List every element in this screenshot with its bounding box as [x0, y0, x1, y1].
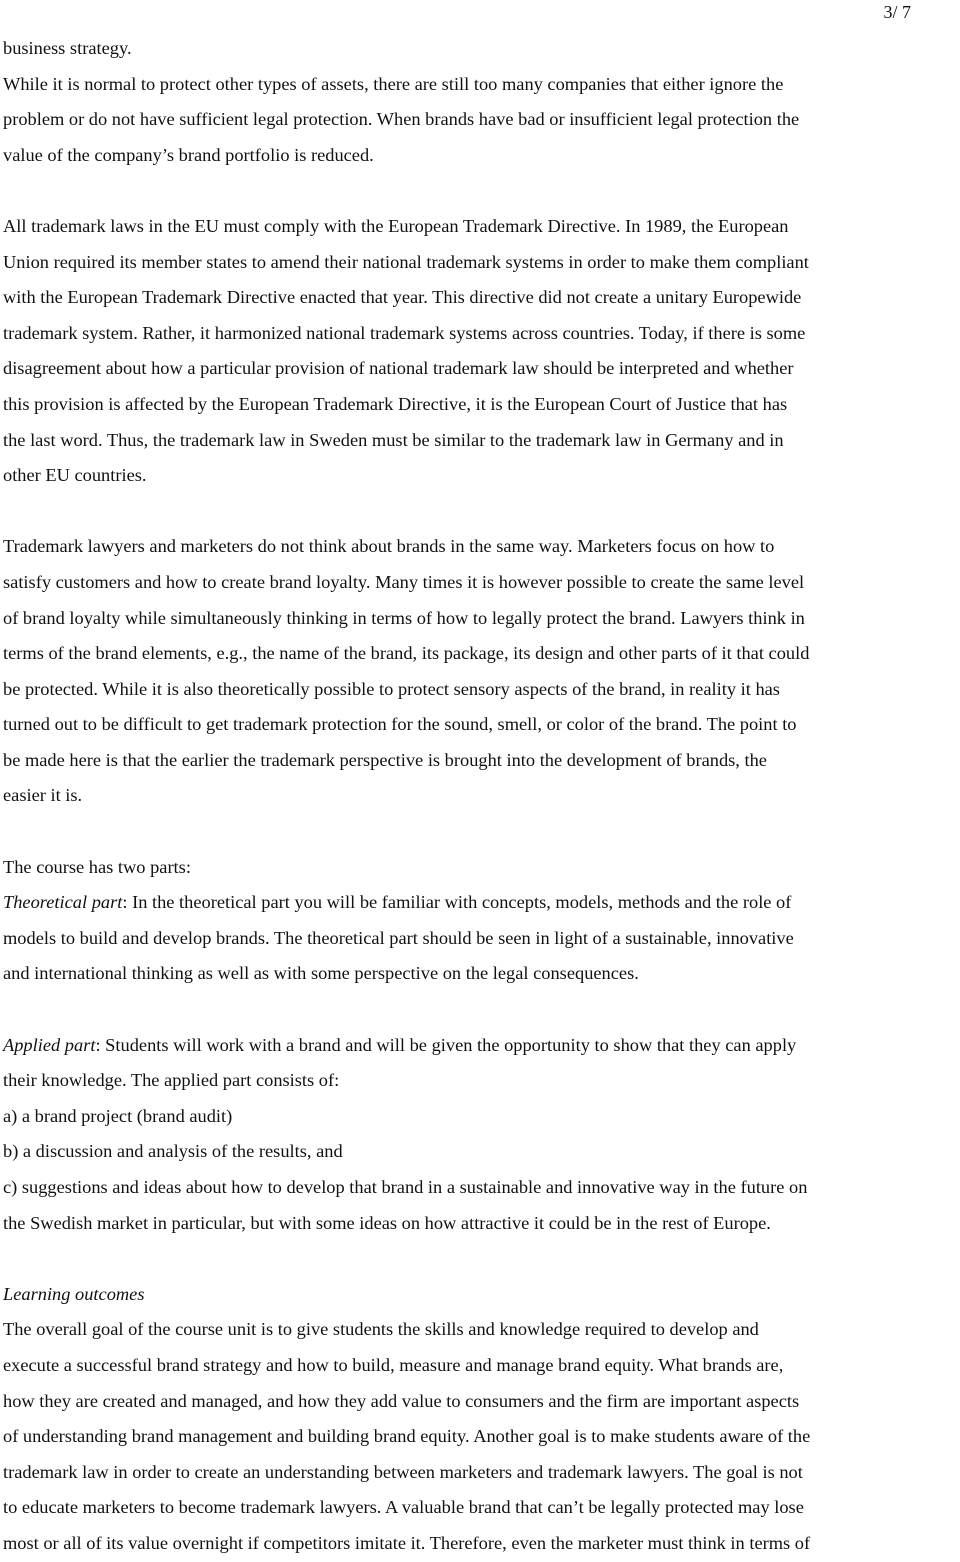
paragraph-spacer	[3, 814, 960, 850]
theoretical-part-label: Theoretical part	[3, 892, 123, 913]
applied-part-first-line	[3, 1028, 960, 1064]
text-line: value of the company’s brand portfolio is reduced.	[3, 144, 374, 165]
theoretical-part-text: : In the theoretical part you will be familiar with concepts, models, methods and the role of	[122, 892, 792, 913]
list-item: b) a discussion and analysis of the results, and	[3, 1141, 343, 1162]
text-line: other EU countries.	[3, 465, 147, 486]
text-line: Union required its member states to amend their national trademark systems in order to make them compliant	[3, 251, 809, 272]
text-line: terms of the brand elements, e.g., the name of the brand, its package, its design and other parts of it that could	[3, 643, 810, 664]
list-item: a) a brand project (brand audit)	[3, 1105, 233, 1126]
text-line: with the European Trademark Directive enacted that year. This directive did not create a unitary Europewide	[3, 287, 802, 308]
text-line: disagreement about how a particular provision of national trademark law should be interpreted and whether	[3, 358, 794, 379]
course-parts-intro: The course has two parts:	[3, 856, 191, 877]
section-course-parts	[3, 850, 960, 992]
text-line: this provision is affected by the European Trademark Directive, it is the European Court of Justice that has	[3, 393, 788, 414]
text-line: turned out to be difficult to get trademark protection for the sound, smell, or color of the brand. The point to	[3, 714, 797, 735]
text-line: and international thinking as well as with some perspective on the legal consequences.	[3, 963, 639, 984]
section-learning-outcomes	[3, 1277, 960, 1562]
document-body	[3, 31, 960, 1562]
text-line: models to build and develop brands. The theoretical part should be seen in light of a sustainable, innovative	[3, 927, 794, 948]
text-line: Trademark lawyers and marketers do not think about brands in the same way. Marketers focus on how to	[3, 536, 775, 557]
page-number: 3/ 7	[883, 2, 911, 22]
text-line: the Swedish market in particular, but with some ideas on how attractive it could be in the rest of Europe.	[3, 1212, 771, 1233]
text-line: While it is normal to protect other types of assets, there are still too many companies that either ignore the	[3, 73, 784, 94]
learning-outcomes-heading: Learning outcomes	[3, 1283, 145, 1304]
text-line: be protected. While it is also theoretically possible to protect sensory aspects of the brand, in reality it has	[3, 678, 780, 699]
applied-part-label: Applied part	[3, 1034, 96, 1055]
text-line: execute a successful brand strategy and how to build, measure and manage brand equity. What brands are,	[3, 1354, 784, 1375]
paragraph-spacer	[3, 173, 960, 209]
section-applied-part	[3, 1028, 960, 1242]
text-line: The overall goal of the course unit is to give students the skills and knowledge required to develop and	[3, 1319, 759, 1340]
text-line: be made here is that the earlier the trademark perspective is brought into the development of brands, the	[3, 749, 767, 770]
text-line: how they are created and managed, and how they add value to consumers and the firm are important aspects	[3, 1390, 800, 1411]
text-line: All trademark laws in the EU must comply with the European Trademark Directive. In 1989, the European	[3, 215, 789, 236]
text-line: business strategy.	[3, 38, 132, 58]
list-item: c) suggestions and ideas about how to develop that brand in a sustainable and innovative way in the future on	[3, 1177, 808, 1197]
text-line: trademark law in order to create an understanding between marketers and trademark lawyers. The goal is not	[3, 1461, 803, 1482]
paragraph-eu-trademark-directive	[3, 209, 960, 494]
text-line: problem or do not have sufficient legal protection. When brands have bad or insufficient legal protection the	[3, 109, 800, 130]
paragraph-spacer	[3, 494, 960, 530]
paragraph-spacer	[3, 1241, 960, 1277]
text-line: most or all of its value overnight if competitors imitate it. Therefore, even the marketer must think in terms of	[3, 1532, 811, 1553]
text-line: their knowledge. The applied part consists of:	[3, 1070, 340, 1091]
text-line: of understanding brand management and building brand equity. Another goal is to make students aware of the	[3, 1426, 811, 1447]
applied-part-text: : Students will work with a brand and will be given the opportunity to show that they can apply	[95, 1034, 797, 1055]
text-line: to educate marketers to become trademark lawyers. A valuable brand that can’t be legally protected may lose	[3, 1497, 804, 1518]
text-line: the last word. Thus, the trademark law in Sweden must be similar to the trademark law in Germany and in	[3, 429, 784, 450]
paragraph-spacer	[3, 992, 960, 1028]
paragraph-brand-strategy	[3, 31, 960, 173]
text-line: trademark system. Rather, it harmonized national trademark systems across countries. Today, if there is some	[3, 322, 806, 343]
text-line: easier it is.	[3, 785, 83, 806]
theoretical-part-first-line	[3, 885, 960, 921]
text-line: of brand loyalty while simultaneously thinking in terms of how to legally protect the brand. Lawyers think in	[3, 607, 805, 628]
text-line: satisfy customers and how to create brand loyalty. Many times it is however possible to create the same level	[3, 571, 805, 592]
paragraph-lawyers-and-marketers	[3, 529, 960, 814]
